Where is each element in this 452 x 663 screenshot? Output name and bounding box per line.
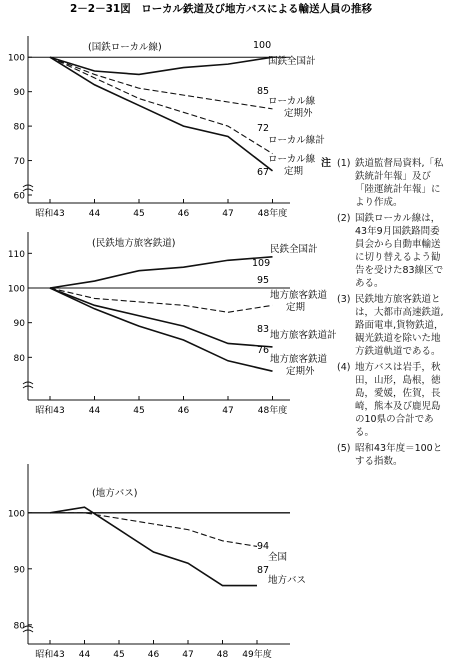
series-name-label: 定期 — [286, 302, 306, 313]
series-name-label: ローカル線 — [268, 154, 316, 165]
note-text: 民鉄地方旅客鉄道とは，大都市高速鉄道,路面電車,貨物鉄道，観光鉄道を除いた地方鉄道軌道である。 — [355, 294, 444, 357]
x-tick-label: 46 — [177, 209, 190, 219]
series-end-value: 100 — [253, 40, 272, 51]
series-line — [50, 57, 273, 74]
series-name-label: 民鉄全国計 — [270, 244, 318, 255]
series-name-label: 国鉄全国計 — [268, 56, 316, 67]
note-text: 国鉄ローカル線は，43年9月国鉄路問委員会から自動車輸送に切り替えるよう勧告を受けた83線区である。 — [355, 213, 444, 289]
charts-group — [8, 36, 337, 660]
y-tick-label: 90 — [13, 565, 25, 576]
x-tick-label: 46 — [147, 650, 160, 660]
series-end-value: 95 — [257, 275, 270, 286]
y-tick-label: 60 — [13, 191, 25, 202]
y-tick-label: 100 — [7, 284, 25, 295]
note-text: 地方バスは岩手，秋田，山形，島根，徳島，愛媛，佐賀，長崎，熊本及び鹿児島の10県の合計である。 — [355, 362, 441, 438]
y-tick-label: 70 — [13, 157, 25, 168]
note-text: 昭和43年度＝100とする指数。 — [355, 443, 443, 467]
x-tick-label: 昭和43 — [35, 209, 65, 219]
x-tick-label: 44 — [78, 650, 91, 660]
note-2 — [337, 212, 449, 290]
series-line — [50, 57, 273, 171]
note-number: (4) — [337, 362, 351, 373]
series-name-label: ローカル線 — [268, 96, 316, 107]
note-4 — [337, 361, 449, 439]
note-number: (5) — [337, 443, 351, 454]
series-line — [50, 288, 273, 312]
series-line — [50, 507, 257, 585]
series-name-label: ローカル線計 — [268, 135, 325, 146]
x-tick-label: 48年度 — [257, 209, 288, 219]
series-end-value: 94 — [257, 541, 270, 552]
series-end-value: 109 — [252, 258, 271, 269]
chart-title: (民鉄地方旅客鉄道) — [92, 238, 176, 249]
note-number: (3) — [337, 294, 351, 305]
x-tick-label: 昭和43 — [35, 406, 65, 416]
notes-block — [321, 157, 449, 471]
y-tick-label: 110 — [7, 249, 25, 260]
x-tick-label: 45 — [133, 406, 145, 416]
note-text: 鉄道監督局資料,「私鉄統計年報」及び「陸運統計年報」により作成。 — [355, 158, 444, 208]
series-line — [50, 257, 273, 288]
x-tick-label: 47 — [222, 209, 234, 219]
x-tick-label: 46 — [177, 406, 190, 416]
x-tick-label: 44 — [88, 209, 101, 219]
note-3 — [337, 293, 449, 358]
series-line — [50, 288, 273, 347]
series-end-value: 76 — [257, 345, 270, 356]
chart-panel — [8, 464, 306, 660]
series-end-value: 67 — [257, 167, 270, 178]
series-line — [50, 513, 257, 547]
x-tick-label: 48 — [216, 650, 229, 660]
y-tick-label: 90 — [13, 88, 25, 99]
y-tick-label: 90 — [13, 319, 25, 330]
y-tick-label: 100 — [7, 509, 25, 520]
series-name-label: 定期 — [284, 166, 304, 177]
series-name-label: 全国 — [268, 552, 288, 563]
series-name-label: 地方旅客鉄道 — [270, 290, 328, 301]
x-tick-label: 48年度 — [257, 406, 288, 416]
x-tick-label: 昭和43 — [35, 650, 65, 660]
x-tick-label: 44 — [88, 406, 101, 416]
series-end-value: 87 — [257, 565, 270, 576]
chart-title: (地方バス) — [92, 488, 138, 499]
y-tick-label: 80 — [13, 353, 25, 364]
series-line — [50, 57, 273, 109]
y-tick-label: 80 — [13, 122, 25, 133]
y-tick-label: 100 — [7, 53, 25, 64]
series-end-value: 72 — [257, 123, 270, 134]
series-end-value: 83 — [257, 324, 270, 335]
series-name-label: 地方旅客鉄道 — [270, 354, 328, 365]
note-number: (1) — [337, 158, 351, 169]
series-end-value: 85 — [257, 86, 270, 97]
chart-title: (国鉄ローカル線) — [88, 42, 162, 53]
chart-panel — [8, 232, 337, 416]
y-tick-label: 80 — [13, 621, 25, 632]
x-tick-label: 47 — [182, 650, 194, 660]
x-tick-label: 45 — [113, 650, 125, 660]
series-name-label: 地方旅客鉄道計 — [270, 330, 337, 341]
x-tick-label: 47 — [222, 406, 234, 416]
figure-title: 2－2－31図 ローカル鉄道及び地方バスによる輸送人員の推移 — [70, 3, 373, 15]
note-number: (2) — [337, 213, 351, 224]
chart-panel — [8, 36, 325, 219]
note-5 — [337, 442, 449, 468]
series-name-label: 地方バス — [268, 575, 307, 586]
x-tick-label: 45 — [133, 209, 145, 219]
notes-heading: 注 — [321, 158, 331, 169]
note-1 — [337, 157, 449, 209]
x-tick-label: 49年度 — [242, 650, 272, 660]
series-name-label: 定期外 — [286, 366, 315, 377]
series-name-label: 定期外 — [284, 108, 313, 119]
